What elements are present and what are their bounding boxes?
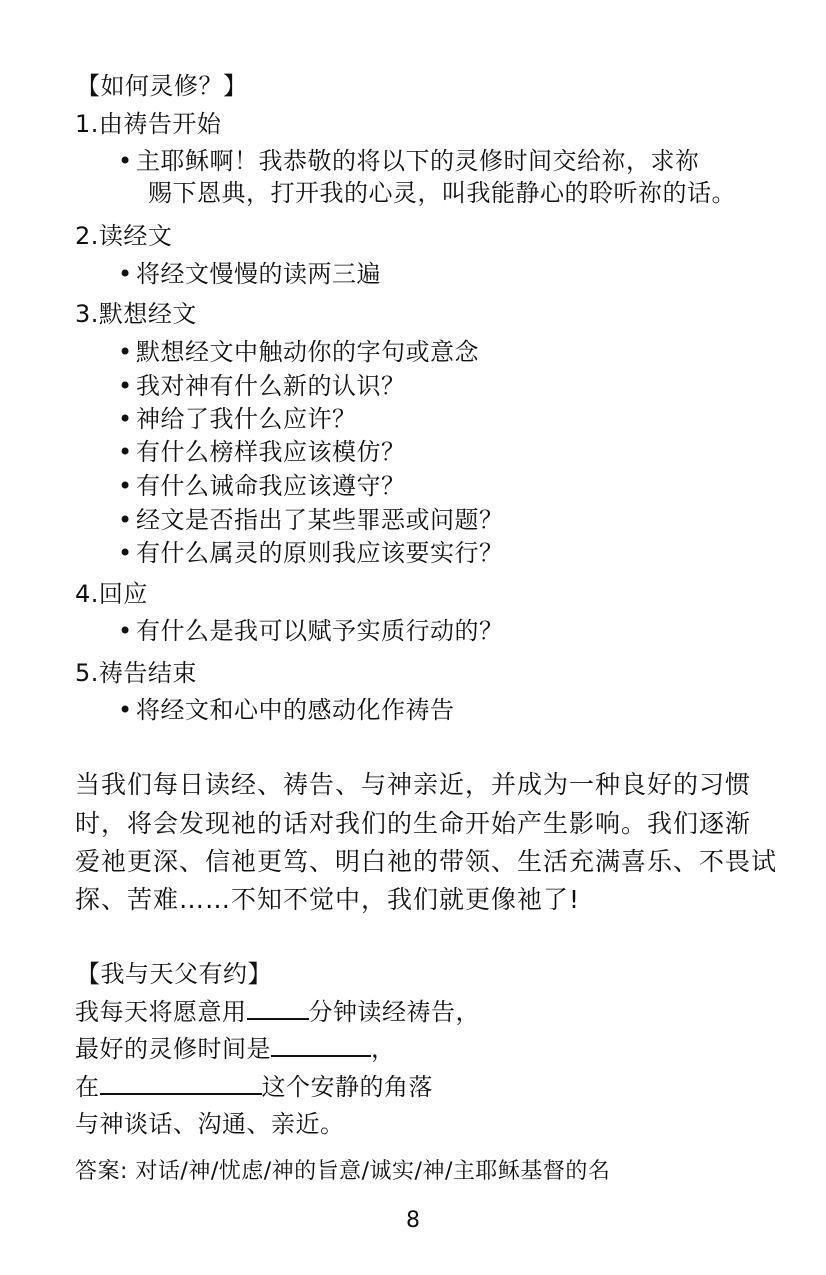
page-number: 8: [406, 1208, 420, 1233]
paragraph-line: 爱祂更深、信祂更笃、明白祂的带领、生活充满喜乐、不畏试: [75, 847, 778, 876]
covenant-text: ，: [371, 1035, 396, 1063]
time-blank[interactable]: [271, 1033, 371, 1057]
covenant-line-closing: 与神谈话、沟通、亲近。: [75, 1110, 345, 1138]
section-heading-how-to-devotion: 【如何灵修？】: [76, 72, 248, 100]
bullet-text: 将经文慢慢的读两三遍: [136, 260, 381, 288]
step-2-bullet: [118, 258, 381, 290]
bullet-text: 默想经文中触动你的字句或意念: [136, 338, 479, 366]
bullet-text: 有什么是我可以赋予实质行动的？: [136, 617, 504, 645]
bullet-text: 有什么属灵的原则我应该要实行？: [136, 539, 504, 567]
covenant-text: 分钟读经祷告，: [308, 998, 480, 1026]
bullet-dot-icon: •: [118, 539, 133, 567]
place-blank[interactable]: [100, 1071, 262, 1095]
bullet-dot-icon: •: [118, 147, 133, 175]
bullet-text: 有什么榜样我应该模仿？: [136, 438, 406, 466]
step-3-bullet: [118, 403, 357, 435]
covenant-text: 最好的灵修时间是: [75, 1035, 271, 1063]
step-5-bullet: [118, 694, 455, 726]
bullet-dot-icon: •: [118, 372, 133, 400]
section-heading-covenant: 【我与天父有约】: [76, 960, 272, 988]
step-3-bullet: [118, 436, 406, 468]
paragraph-line: 当我们每日读经、祷告、与神亲近，并成为一种良好的习惯: [75, 770, 752, 799]
bullet-text: 将经文和心中的感动化作祷告: [136, 696, 455, 724]
bullet-dot-icon: •: [118, 506, 133, 534]
step-4-bullet: [118, 615, 504, 647]
bullet-text: 有什么诫命我应该遵守？: [136, 472, 406, 500]
covenant-line-time: [75, 1033, 396, 1065]
step-2-title: 2.读经文: [75, 222, 173, 250]
bullet-dot-icon: •: [118, 472, 133, 500]
step-3-bullet: [118, 537, 504, 569]
minutes-blank[interactable]: [247, 996, 309, 1020]
step-5-title: 5.祷告结束: [75, 659, 197, 687]
paragraph-line: 探、苦难……不知不觉中，我们就更像祂了!: [75, 885, 581, 914]
covenant-text: 在: [75, 1073, 100, 1101]
step-3-bullet: [118, 470, 406, 502]
bullet-text: 经文是否指出了某些罪恶或问题？: [136, 506, 504, 534]
bullet-text: 我对神有什么新的认识？: [136, 372, 406, 400]
covenant-text: 这个安静的角落: [261, 1073, 433, 1101]
bullet-dot-icon: •: [118, 405, 133, 433]
step-1-bullet: [118, 145, 700, 177]
step-3-bullet: [118, 370, 406, 402]
bullet-dot-icon: •: [118, 338, 133, 366]
covenant-line-place: [75, 1071, 433, 1103]
step-3-bullet: [118, 336, 479, 368]
paragraph-line: 时，将会发现祂的话对我们的生命开始产生影响。我们逐渐: [75, 809, 752, 838]
bullet-text: 神给了我什么应许？: [136, 405, 357, 433]
step-1-bullet-continuation: 赐下恩典，打开我的心灵，叫我能静心的聆听祢的话。: [148, 179, 736, 207]
bullet-dot-icon: •: [118, 696, 133, 724]
step-4-title: 4.回应: [75, 580, 148, 608]
step-3-bullet: [118, 504, 504, 536]
step-3-title: 3.默想经文: [75, 300, 197, 328]
bullet-dot-icon: •: [118, 617, 133, 645]
bullet-dot-icon: •: [118, 438, 133, 466]
covenant-line-minutes: [75, 996, 480, 1028]
answer-key: 答案: 对话/神/忧虑/神的旨意/诚实/神/主耶稣基督的名: [75, 1159, 611, 1184]
bullet-text: 主耶稣啊！我恭敬的将以下的灵修时间交给祢，求祢: [136, 147, 700, 175]
covenant-text: 我每天将愿意用: [75, 998, 247, 1026]
bullet-dot-icon: •: [118, 260, 133, 288]
step-1-title: 1.由祷告开始: [75, 110, 222, 138]
